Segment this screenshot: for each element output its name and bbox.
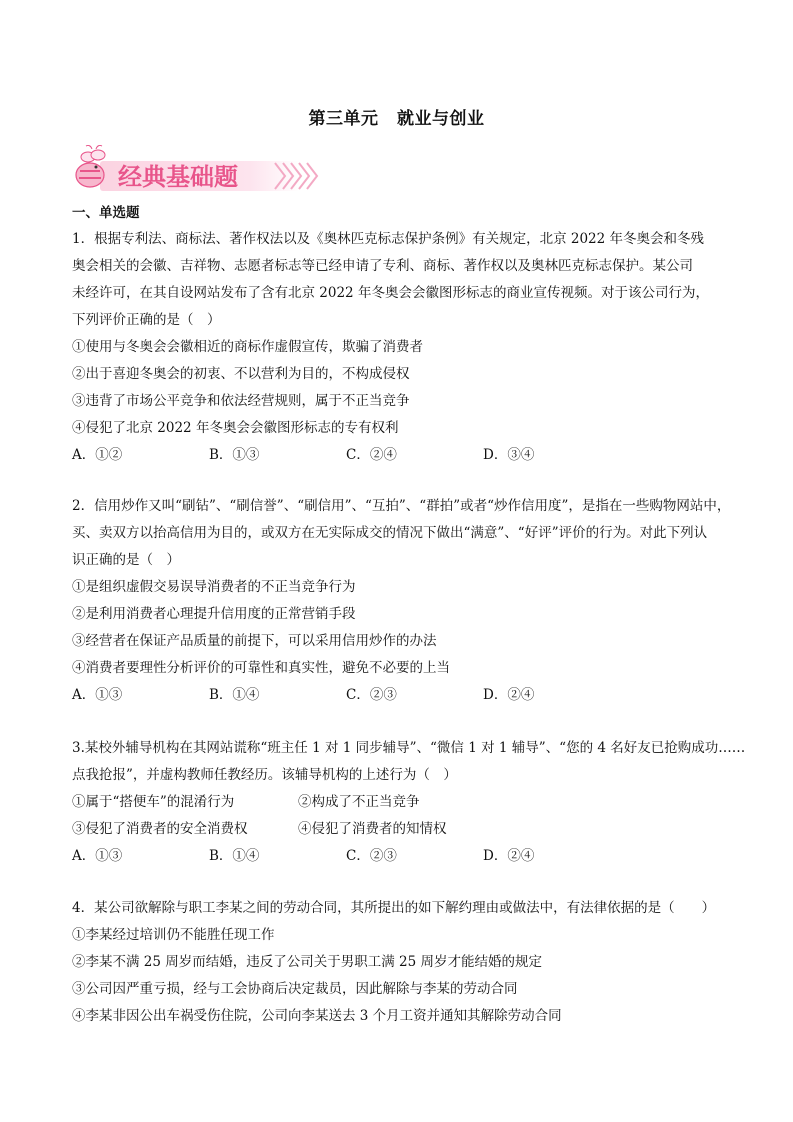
statement-item: ①使用与冬奥会会徽相近的商标作虚假宣传，欺骗了消费者 <box>72 339 423 355</box>
option-b: B．①④ <box>209 687 260 703</box>
section-heading: 一、单选题 <box>72 205 140 221</box>
option-a: A．①③ <box>72 687 123 703</box>
statement-item: ②构成了不正当竞争 <box>298 794 420 810</box>
question-stem-line: 识正确的是（ ） <box>72 552 180 568</box>
question-stem-line: 3.某校外辅导机构在其网站谎称“班主任 1 对 1 同步辅导”、“微信 1 对 1 辅导”、“您的 4 名好友已抢购成功…… <box>72 740 746 756</box>
option-c: C．②③ <box>346 687 397 703</box>
option-a: A．①② <box>72 447 123 463</box>
question-stem-line: 2．信用炒作又叫“刷钻”、“刷信誉”、“刷信用”、“互拍”、“群拍”或者“炒作信用度”，是指在一些购物网站中， <box>72 498 731 514</box>
question-stem-line: 奥会相关的会徽、吉祥物、志愿者标志等已经申请了专利、商标、著作权以及奥林匹克标志保护。某公司 <box>72 258 693 274</box>
option-c: C．②③ <box>346 848 397 864</box>
option-d: D．②④ <box>483 687 535 703</box>
statement-item: ③违背了市场公平竞争和依法经营规则，属于不正当竞争 <box>72 393 410 409</box>
statement-item: ④李某非因公出车祸受伤住院，公司向李某送去 3 个月工资并通知其解除劳动合同 <box>72 1008 562 1024</box>
question-stem-line: 下列评价正确的是（ ） <box>72 312 221 328</box>
option-d: D．③④ <box>483 447 535 463</box>
unit-label: 第三单元 <box>308 109 379 129</box>
banner-text: 经典基础题 <box>118 163 238 191</box>
statement-item: ②李某不满 25 周岁而结婚，违反了公司关于男职工满 25 周岁才能结婚的规定 <box>72 954 543 970</box>
question-2 <box>72 493 731 709</box>
question-stem-line: 未经许可，在其自设网站发布了含有北京 2022 年冬奥会会徽图形标志的商业宣传视频。对于该公司行为， <box>72 285 709 301</box>
statement-item: ④侵犯了北京 2022 年冬奥会会徽图形标志的专有权利 <box>72 420 399 436</box>
question-4 <box>72 895 727 1030</box>
statement-item: ③公司因严重亏损，经与工会协商后决定裁员，因此解除与李某的劳动合同 <box>72 981 518 997</box>
question-3 <box>72 735 746 870</box>
option-c: C．②④ <box>346 447 397 463</box>
answer-options <box>72 442 727 469</box>
page-title <box>0 104 793 129</box>
option-b: B．①④ <box>209 848 260 864</box>
unit-topic: 就业与创业 <box>396 109 485 129</box>
option-d: D．②④ <box>483 848 535 864</box>
statement-item: ②是利用消费者心理提升信用度的正常营销手段 <box>72 606 356 622</box>
answer-options <box>72 682 727 709</box>
statement-item: ②出于喜迎冬奥会的初衷、不以营利为目的，不构成侵权 <box>72 366 410 382</box>
option-a: A．①③ <box>72 848 123 864</box>
question-1 <box>72 226 727 469</box>
question-stem-line: 买、卖双方以抬高信用为目的，或双方在无实际成交的情况下做出“满意”、“好评”评价的行为。对此下列认 <box>72 525 708 541</box>
statement-item: ④消费者要理性分析评价的可靠性和真实性，避免不必要的上当 <box>72 660 450 676</box>
statement-item: ①是组织虚假交易误导消费者的不正当竞争行为 <box>72 579 356 595</box>
option-b: B．①③ <box>209 447 260 463</box>
statement-item: ①李某经过培训仍不能胜任现工作 <box>72 927 275 943</box>
statement-item: ④侵犯了消费者的知情权 <box>298 821 447 837</box>
question-stem-line: 点我抢报”，并虚构教师任教经历。该辅导机构的上述行为（ ） <box>72 767 457 783</box>
question-stem-line: 4．某公司欲解除与职工李某之间的劳动合同，其所提出的如下解约理由或做法中，有法律依据的是（ ） <box>72 900 716 916</box>
question-stem-line: 1．根据专利法、商标法、著作权法以及《奥林匹克标志保护条例》有关规定，北京 2022 年冬奥会和冬残 <box>72 231 705 247</box>
statement-pair <box>72 816 727 843</box>
statement-pair <box>72 789 727 816</box>
statement-item: ③侵犯了消费者的安全消费权 <box>72 821 248 837</box>
answer-options <box>72 843 727 870</box>
statement-item: ①属于“搭便车”的混淆行为 <box>72 794 235 810</box>
section-banner <box>70 145 330 197</box>
statement-item: ③经营者在保证产品质量的前提下，可以采用信用炒作的办法 <box>72 633 437 649</box>
